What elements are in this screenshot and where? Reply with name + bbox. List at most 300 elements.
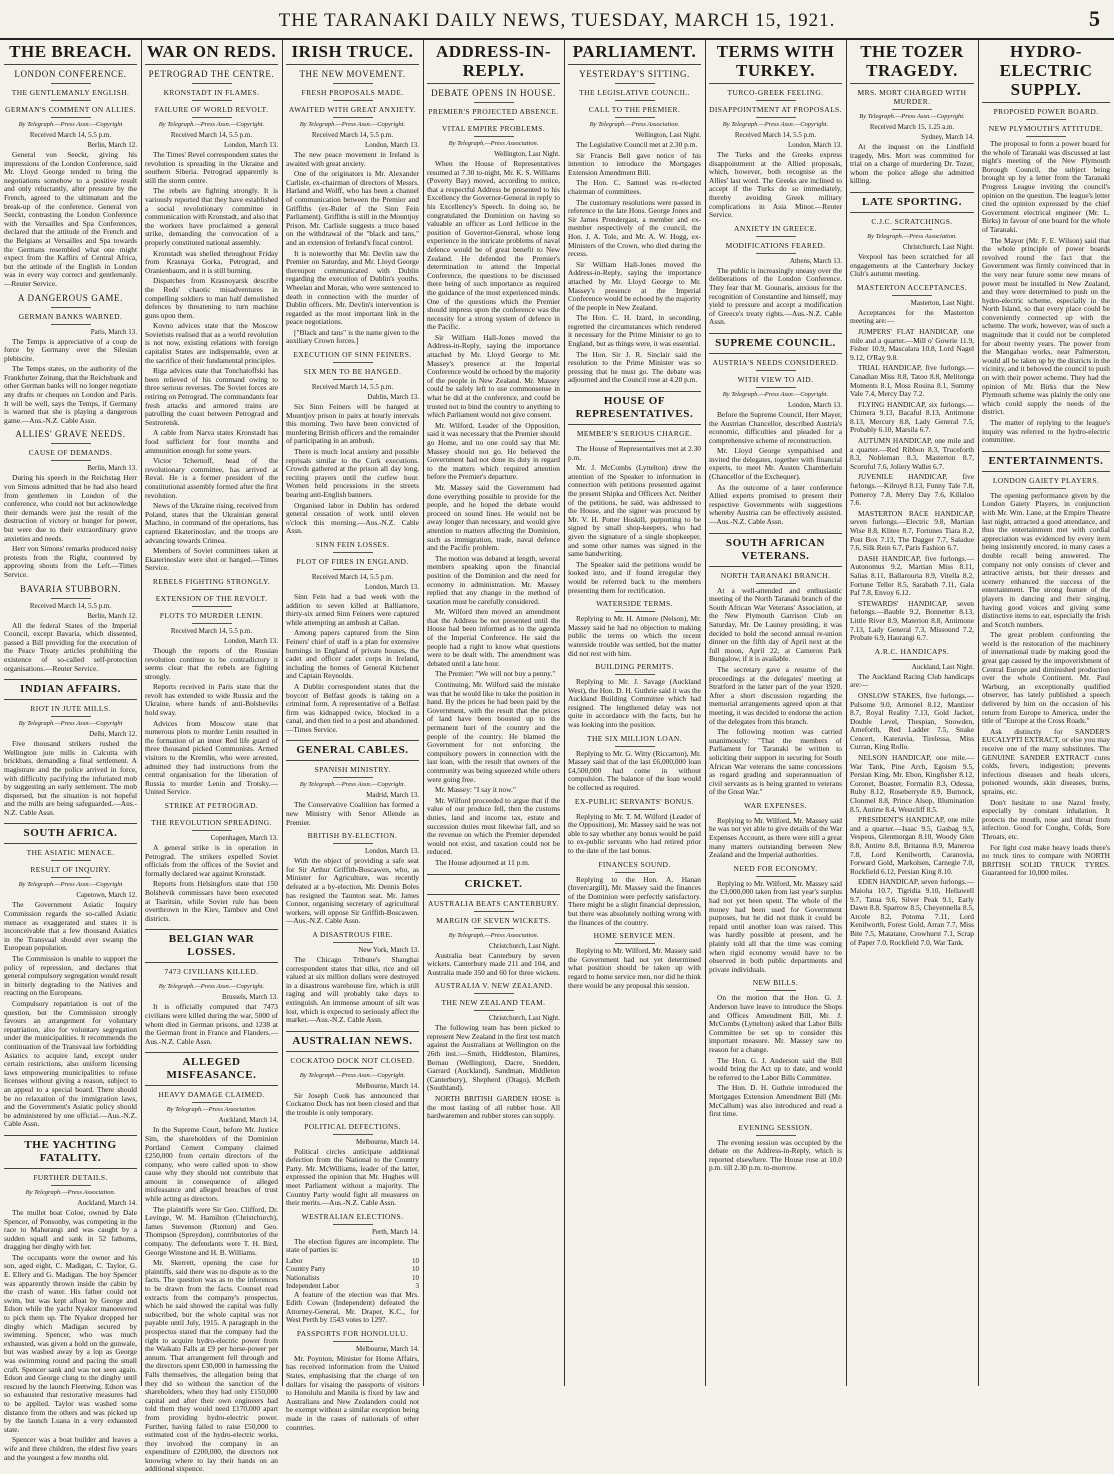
column-rule	[978, 40, 979, 1386]
subheadline: YESTERDAY'S SITTING.	[579, 69, 690, 79]
column-2	[145, 40, 279, 1474]
dateline: London, March 13.	[787, 400, 842, 409]
subheadline: LONDON CONFERENCE.	[14, 69, 127, 79]
subheading: POLITICAL DEFECTIONS.	[304, 1121, 401, 1131]
subheading: VITAL EMPIRE PROBLEMS.	[441, 124, 546, 133]
dateline: Auckland, March 14.	[218, 1116, 278, 1125]
byline: By Telegraph.—Press Assn.—Copyright.	[158, 983, 265, 991]
dateline: Auckland, March 14.	[77, 1198, 137, 1207]
paragraph: Replying to Mr. Wilford, Mr. Massey said he was not yet able to give details of the War Expenses Account, as there were still a great many matters outstanding between New Zealand and the Imperial authorities.	[709, 815, 842, 860]
paragraph: It is officially computed that 7473 civilians were killed during the war, 5000 of whom died in German prisons, and 1238 at the German front in France and Flanders.—Aus.-N.Z. Cable Assn.	[145, 1002, 278, 1046]
paragraph: The Commission is unable to support the policy of repression, and declares that general compulsory segregation would result in bitterly degrading to the Natives and reacting on the Europeans.	[4, 954, 137, 998]
subheading: STRIKE AT PETROGRAD.	[164, 801, 259, 810]
paragraph: The occupants were the owner and his son, aged eight, C. Madigan, C. Taylor, G. E. Ellery and G. Madigan. The boy Spencer was apparently thrown inside the cabin by the crash of water. His father could not swim, but was kept afloat by George and Edson while the yacht Nyakor manoeuvred to pick them up. The Nyakor dropped her dinghy which Madigan secured by swimming. Spencer, who was much exhausted, was given a hold on the gunwale, but was washed away by a lop as George was swimming round and pacing the small craft. Spencer sank and was not seen again. Edson and George clung to the dinghy until rescued by the launch Fleetwing. Edson was so exhausted that restorative measures had to be applied. Taylor was washed some distance from the others and was picked up by the launch Luana in a very exhausted state.	[4, 1252, 137, 1434]
section-headline: THE YACHTING FATALITY.	[4, 1135, 137, 1169]
divider	[1026, 488, 1066, 489]
subheading: DISAPPOINTMENT AT PROPOSALS.	[709, 105, 842, 114]
subheading: C.J.C. SCRATCHINGS.	[871, 216, 953, 226]
divider	[474, 928, 514, 929]
paragraph: Mr. Skerrett, opening the case for plaintiffs, said there was no dispute as to the facts. The question was as to the inferences to be drawn from the facts. Counsel read extracts from the company's prospectus, which he said showed the capital was fully subscribed, but the whole capital was not payable until July, 1915. A paragraph in the prospectus stated that the company had the right to acquire hydro-electric power from the Waikato Falls at £9 per horse-power per annum. That arrangement fell through and the directors spent £30,000 in harnessing the Falls themselves, the allegation being that they did so without the sanction of the shareholders, when they had only £150,000 capital and after their own engineers had told them they would need £170,000 apart from providing hydro-electric power. Further, having failed to raise £50,000 to estimated cost of the hydro-electric works, they involved the company in an expenditure of £200,000, the directors not knowing where to lay their hands on an additional sixpence.	[145, 1258, 278, 1474]
headline: HYDRO-ELECTRIC SUPPLY.	[982, 42, 1110, 103]
paragraph: The Temps is appreciative of a coup de force by Germany over the Silesian plebiscite.	[4, 336, 137, 363]
section-headline: AUSTRALIAN NEWS.	[286, 1031, 419, 1052]
paragraph: As the outcome of a later conference Allied experts promised to present their respective Governments with suggestions whereby Austria can be effectively assisted.—Aus.-N.Z. Cable Assn.	[709, 482, 842, 527]
divider	[192, 606, 232, 607]
dateline: London, March 13.	[787, 141, 842, 149]
dateline: London, March 13.	[223, 141, 278, 149]
paragraph: The evening session was occupied by the debate on the Address-in-Reply, which is reported elsewhere. The House rose at 10.0 p.m. till 2.30 p.m. to-morrow.	[709, 1137, 842, 1173]
result-label: Nationalists	[286, 1273, 320, 1282]
divider	[615, 100, 655, 101]
paragraph: The matter of replying to the league's inquiry was referred to the hydro-electric committee.	[982, 418, 1110, 445]
subheading: AUSTRALIA V. NEW ZEALAND.	[434, 981, 553, 991]
column-4	[427, 40, 560, 1386]
divider	[333, 100, 373, 101]
headline: THE TOZER TRAGEDY.	[850, 42, 974, 84]
column-7	[850, 40, 974, 1386]
paragraph: A Dublin correspondent states that the boycott of Belfast goods is taking on a criminal form. A representative of a Belfast firm was kidnapped twice, blocked in a canal, and then tied to a post and abandoned.—Times Service.	[286, 681, 419, 734]
subheading: MEMBER'S SERIOUS CHARGE.	[576, 429, 693, 439]
paragraph: For light cost make heavy loads there's no truck tires to compare with NORTH BRITISH SOLID TRUCK TYRES. Guaranteed for 10,000 miles.	[982, 842, 1110, 878]
dateline: Auckland, Last Night.	[911, 662, 974, 671]
subheading: HEAVY DAMAGE CLAIMED.	[158, 1090, 265, 1100]
subheading: EXTENSION OF THE REVOLT.	[155, 593, 268, 603]
divider	[51, 117, 91, 118]
paragraph: Sir William Hall-Jones moved the Address-in-Reply, saying the importance attached by Mr. Lloyd George to Mr. Massey's presence at the Imperial Conference would be echoed by the majority of the people in New Zealand.	[568, 259, 701, 312]
paragraph: Before the Supreme Council, Herr Mayer, the Austrian Chancellor, described Austria's economic, difficulties and pleaded for a comprehensive scheme of reconstruction.	[709, 409, 842, 445]
result-value: 3	[415, 1282, 419, 1291]
subheading: THE SIX MILLION LOAN.	[586, 733, 683, 743]
divider	[333, 1341, 373, 1342]
subheading: ANXIETY IN GREECE.	[734, 223, 817, 233]
subheading: GERMAN BANKS WARNED.	[18, 311, 123, 321]
divider	[333, 1068, 373, 1069]
subheading: PLOT OF FIRES IN ENGLAND.	[296, 556, 409, 566]
paragraph: The Hon. Sir J. R. Sinclair said the resolution to the Prime Minister was so pressing that he must go. The debate was adjourned and the Council rose at 4.20 p.m.	[568, 349, 701, 385]
paragraph: Six Sinn Feiners will be hanged at Mountjoy prison in pairs at hourly intervals this morning. Two have been convicted of murdering British officers and the remainder of participating in an ambush.	[286, 402, 419, 446]
subheading: THE GENTLEMANLY ENGLISH.	[11, 88, 130, 97]
subheading: A DISASTROUS FIRE.	[312, 930, 393, 939]
subheading: COCKATOO DOCK NOT CLOSED.	[290, 1055, 415, 1065]
paragraph: The Premier: "We will not buy a penny."	[435, 669, 556, 679]
subheading: RESULT OF INQUIRY.	[30, 865, 111, 875]
paragraph: Mr. Massey: "I say it now."	[435, 785, 516, 795]
section-headline: HOUSE OF REPRESENTATIVES.	[568, 391, 701, 425]
dateline: Melbourne, March 14.	[356, 1344, 419, 1353]
paragraph: The Hon. C. Samuel was re-elected chairman of committees.	[568, 178, 701, 196]
paragraph: Among papers captured from the Sinn Feiners' chief of staff is a plan for extensive burnings in England of private houses, the cadet and officer cadet corps in Ireland, including the homes of General Kitchener and Captain Reynolds.	[286, 628, 419, 681]
subheading: THE REVOLUTION SPREADING.	[151, 818, 272, 827]
dateline: Christchurch, Last Night.	[488, 941, 560, 950]
subheading: PREMIER'S PROJECTED ABSENCE.	[428, 107, 559, 116]
paragraph: Riga advices state that Tonchatoffski has been relieved of his command owing to three serious reverses. The Soviet forces are retiring on Petrograd. The commandants fear fresh attacks and armored trains are patrolling the coast between Petrograd and Sestroretsk.	[145, 366, 278, 427]
section-headline: CRICKET.	[427, 874, 560, 895]
dateline: London, March 13.	[223, 636, 278, 645]
divider	[756, 990, 796, 991]
paragraph: Reports from Helsingfors state that 150 Bolshevik commissars have been executed at Tsaritsin, while Soviet rule has been overthrown in the Kiev, Tambov and Orel districts.	[145, 879, 278, 923]
paragraph: The Conservative Coalition has formed a new Ministry with Senor Allende as Premier.	[286, 800, 419, 827]
subheadline: A DANGEROUS GAME.	[18, 292, 123, 303]
dateline: Wellington, Last Night.	[494, 150, 560, 158]
divider	[756, 583, 796, 584]
divider	[333, 362, 373, 363]
result-value: 10	[412, 1265, 419, 1274]
section-headline: SUPREME COUNCIL.	[709, 333, 842, 354]
subheading: REBELS FIGHTING STRONGLY.	[152, 576, 271, 586]
dateline: Delhi, March 12.	[89, 730, 137, 739]
divider	[615, 674, 655, 675]
subheading: THE ASIATIC MENACE.	[26, 848, 115, 858]
byline: By Telegraph.—Press Assn.—Copyright.	[722, 390, 829, 398]
paragraph: Don't hesitate to use Nazol freely, especially by constant inhalation. It protects the mouth, nose and throat from infection. Good for Coughs, Colds, Sore Throats, etc.	[982, 797, 1110, 841]
column-rule	[564, 40, 565, 1386]
paragraph: JUMPERS' FLAT HANDICAP, one mile and a quarter.—Mill o' Gowrie 11.9, Fisher 10.9, Mascalara 10.8, Lord Nagel 9.12, O'Ray 9.8.	[850, 326, 974, 362]
divider	[333, 1224, 373, 1225]
byline: By Telegraph.—Press Association.	[589, 121, 680, 128]
dateline: Dublin, March 13.	[367, 393, 419, 402]
subheading: KRONSTADT IN FLAMES.	[163, 88, 260, 97]
divider	[51, 307, 91, 308]
divider	[333, 569, 373, 570]
dateline: Berlin, March 13.	[87, 464, 137, 473]
divider	[615, 117, 655, 118]
divider	[756, 117, 796, 118]
paragraph: Replying to Mr. Wilford, Mr. Massey said the Government had not yet determined what position should be taken up with regard to home service men, nor did he think there would be any proposal this session.	[568, 946, 701, 990]
byline: By Telegraph.—Press Assn.—Copyright	[18, 121, 123, 128]
paragraph: Mr. Lloyd George sympathised and invited the delegates, together with financial experts, to meet Mr. Austen Chamberlain (Chancellor of the Exchequer).	[709, 446, 842, 482]
dateline: New York, March 13.	[358, 946, 419, 954]
byline: By Telegraph.—Press Assn.—Copyright	[18, 881, 123, 889]
divider	[192, 979, 232, 980]
paragraph: The following motion was carried unanimously: "That the members of Parliament for Taranaki be written to soliciting their support in securing for South African War veterans the same concessions as regard grading and superannuation of civil servants as is being granted to veterans of the Great War."	[709, 727, 842, 797]
paragraph: The opening performance given by the London Gaiety Players, in conjunction with Mr. Wm. Lane, at the Empire Theatre last night, attracted a good attendance, and thus the entertainment met with cordial appreciation was evidenced by every item being insistently encored, in many cases a double recall being answered. The company not only consists of clever and attractive artists, but their dresses and scenery enhanced the success of the entertainment. The strong feature of the players in dancing and their singing, having good voices and giving some distinctive items to ear, especially the Irish and Scotch numbers.	[982, 490, 1110, 629]
paragraph: Dispatches from Krasnoyarsk describe the Reds' chaotic misadventures in compelling soldiers to man half demolished defences by threatening to turn machine guns upon them.	[145, 276, 278, 320]
subheading: MODIFICATIONS FEARED.	[725, 240, 826, 250]
divider	[756, 387, 796, 388]
divider	[756, 253, 796, 254]
divider	[756, 236, 796, 237]
subheading: WAR EXPENSES.	[744, 800, 807, 810]
dateline: Wellington, Last Night.	[635, 131, 701, 139]
paragraph: Though the reports of the Russian revolution continue to be contradictory it seems clear that the rebels are fighting strongly.	[145, 645, 278, 681]
column-rule	[423, 40, 424, 1386]
subheading: MRS. MORT CHARGED WITH MURDER.	[857, 88, 967, 106]
divider	[192, 1102, 232, 1103]
paragraph: The Temps states, on the authority of the Frankfurter Zeitung, that the Reichsbank and other German banks will no longer negotiate any drafts or cheques on London and Paris. It will be well, says the Temps, if Germany is warned that she is playing a dangerous game.—Aus.-N.Z. Cable Assn.	[4, 364, 137, 425]
subheading: THE NEW ZEALAND TEAM.	[441, 998, 546, 1008]
byline: By Telegraph.—Press Association.	[867, 232, 957, 240]
paragraph: NELSON HANDICAP, one mile.—War Tank, Pine Arch, Egoism 9.5, Persian King, Mr. Ebon, Kingfisher 8.12, Coronet, Boaster, Formalin 8.3, Odessa, Ruby 8.12, Roseberryde 8.9, Burnock, Clonmel 8.8, Prince Alsop, Illumination 8.5, Antirte 8.4, Westcliff 8.5.	[850, 753, 974, 814]
paragraph: Mr. Poynton, Minister for Home Affairs, has received information from the United States, emphasising that the charge of ten dollars for visaing the passports of visitors to Honolulu and Manila is fixed by law and Australians and New Zealanders could not be exempt without a similar exception being made in the cases of nationals of other countries.	[286, 1353, 419, 1432]
headline: ADDRESS-IN-REPLY.	[427, 42, 560, 84]
paragraph: Acceptances for the Masterton meeting are:—	[850, 307, 974, 326]
page-number: 5	[1089, 6, 1100, 31]
divider	[333, 83, 373, 84]
paragraph: Sinn Fein had a bad week with the addition to seven killed at Balliamore, thirty-six armed Sinn Feiners were captured while attempting an ambush at Callan.	[286, 591, 419, 627]
paragraph: On the motion that the Hon. G. J. Anderson have leave to introduce the Shops and Offices Amendment Bill, Mr. J. McCombs (Lyttelton) asked that Labor Bills Committee be set up to consider this important measure. Mr. Massey saw no reason for a change.	[709, 993, 842, 1054]
paragraph: Australia beat Canterbury by seven wickets. Canterbury made 211 and 104, and Australia made 350 and 60 for three wickets.	[427, 950, 560, 977]
paragraph: The great problem confronting the world is the restoration of the machinery of international trade by making good the great gap caused by the impoverishment of Central Europe and diminished production over the whole Continent. Mr. Paul Warburg, an exceptionally qualified observer, has lately published a speech delivered by him on the occasion of his return from Europe to America, under the title of "Europe at the Cross Roads."	[982, 630, 1110, 726]
divider	[51, 443, 91, 444]
paragraph: Five thousand strikers rushed the Wellington jute mills in Calcutta with brickbats, demanding a final settlement. A magistrate and the police arrived in force, with difficulty pacifying the infuriated mob by suggesting an early settlement. The mob dispersed, but the situation is not hopeful and the mills are being safeguarded.—Aus.-N.Z. Cable Assn.	[4, 739, 137, 817]
paragraph: The mullet boat Coloe, owned by Dale Spencer, of Ponsonby, was competing in the race to Mahurangi and was caught by a sudden squall and sank in 52 fathoms, dragging her dinghy with her.	[4, 1207, 137, 1252]
paragraph: JUVENILE HANDICAP, five furlongs.—Kilroyd 8.13, Funny Tale 7.8, Pomeroy 7.8, Merry Day 7.6, Killaloo 7.6.	[850, 472, 974, 508]
paragraph: A cable from Narva states Kronstadt has food sufficient for four months and ammunition enough for some years.	[145, 428, 278, 455]
dateline: Melbourne, March 14.	[356, 1137, 419, 1146]
paragraph: All the federal States of the Imperial Council, except Bavaria, which dissented, passed a Bill providing for the execution of the Peace Treaty articles prohibiting the existence of so-called self-protection organisations.—Reuter Service.	[4, 620, 137, 673]
divider	[333, 777, 373, 778]
byline: By Telegraph.—Press Assn.—Copyright.	[859, 113, 965, 120]
divider	[615, 809, 655, 810]
dateline: London, March 13.	[364, 847, 419, 856]
divider	[51, 1185, 91, 1186]
paragraph: NORTH BRITISH GARDEN HOSE is the most lasting of all rubber hose. All hardwaremen and rubber stores can supply.	[427, 1094, 560, 1121]
paragraph: With the object of providing a safe seat for Sir Arthur Griffith-Boscawen, who, as Minister for Agriculture, was recently defeated at a by-election, Mr. Dennis Boles has resigned the Taunton seat. Mr. James Connor, organising secretary of agricultural workers, will oppose Sir Griffith-Boscawen.—Aus.-N.Z. Cable Assn.	[286, 856, 419, 926]
subheading: AUSTRIA'S NEEDS CONSIDERED.	[712, 357, 839, 367]
paragraph: Replying to Mr. J. Savage (Auckland West), the Hon. D. H. Guthrie said it was the Auckland Building Committee which had resigned. The lengthened delay was not quite in accordance with the facts, but he was looking into the position.	[568, 677, 701, 730]
divider	[51, 860, 91, 861]
newspaper-title: THE TARANAKI DAILY NEWS, TUESDAY, MARCH 15, 1921.	[278, 10, 836, 31]
divider	[192, 623, 232, 624]
masthead	[0, 0, 1114, 40]
subheading: FURTHER DETAILS.	[33, 1172, 108, 1182]
result-label: Country Party	[286, 1265, 326, 1274]
paragraph: MASTERTON RACE HANDICAP, seven furlongs.—Electric 9.8, Martian Wise 8.8, Klitee 8.7, Fortunes Tiara 8.2, Post Box 7.13, The Dagger 7.7, Saladue 7.6, Silk Rein 6.7, Paris Fashion 6.7.	[850, 508, 974, 553]
headline: TERMS WITH TURKEY.	[709, 42, 842, 84]
byline: By Telegraph.—Press Association.	[25, 1188, 116, 1196]
paragraph: ONSLOW STAKES, five furlongs.—Pulsome 9.0, Armonel 8.12, Mantizer 8.7, Royal Reality 7.13, Gold Jacket, Double Level, Thespian, Snowden, Arneforth, Red Ladder 7.5, Snake Cencert, Kateravia, Tirelessa, Miss Curran, King Rollo.	[850, 690, 974, 752]
divider	[192, 813, 232, 814]
subheading: LONDON GAIETY PLAYERS.	[992, 475, 1100, 485]
paragraph: Mr. Wilford then moved an amendment that the Address be not presented until the House had been informed as to the agenda of the Imperial Conference. He said the people had a right to know what questions were to be dealt with. The amendment was debated until a late hour.	[427, 607, 560, 668]
byline: By Telegraph.—Press Assn.—Copyright.	[299, 121, 406, 128]
paragraph: The customary resolutions were passed in reference to the late Hons. George Jones and Sir James Prendergast, a member and ex-member respectively of the council, the Hon. J. A. Tole, and Mr. A. W. Hogg, ex-Ministers of the Crown, who died during the recess.	[568, 197, 701, 259]
paragraph: The motion was debated at length, several members speaking upon the financial position of the Dominion and the need for economy in administration. Mr. Massey replied that any change in the method of taxation must be carefully considered.	[427, 553, 560, 606]
paragraph: Vexpool has been scratched for all engagements at the Canterbury Jockey Club's autumn meeting.	[850, 251, 974, 279]
divider	[474, 911, 514, 912]
subheading: FAILURE OF WORLD REVOLT.	[154, 105, 269, 114]
paragraph: The House adjourned at 11 p.m.	[435, 857, 530, 867]
paragraph: Sir Francis Bell gave notice of his intention to introduce the Mortgages Extension Amendment Bill.	[568, 150, 701, 177]
result-row	[286, 1257, 419, 1265]
subheading: BUILDING PERMITS.	[595, 662, 674, 672]
subheadline: BAVARIA STUBBORN.	[20, 583, 121, 594]
section-headline: SOUTH AFRICAN VETERANS.	[709, 533, 842, 567]
paragraph: One of the originators is Mr. Alexander Carlisle, ex-chairman of directors of Messrs. Harland and Wolff, who has been a channel of communication between the Premier and Griffiths (ex-Ruler of the Sinn Fein Parliament). Griffiths is still in the Mountjoy Prison. Mr. Carlisle suggests a truce based on the withdrawal of the "black and tans," and an extension of Ireland's fiscal control.	[286, 169, 419, 247]
paragraph: The House of Representatives met at 2.30 p.m.	[568, 444, 701, 462]
divider	[1026, 136, 1066, 137]
paragraph: Spencer was a boat builder and leaves a wife and three children, the eldest five years and the youngest a few months old.	[4, 1435, 137, 1462]
subheading: TURCO-GREEK FEELING.	[727, 88, 824, 97]
paragraph: Victor Tchernoff, head of the revolutionary committee, has arrived at Reval. He is a former president of the constitutional assembly formed after the first revolution.	[145, 456, 278, 500]
dateline: Copenhagen, March 13.	[210, 834, 278, 842]
divider	[756, 1135, 796, 1136]
paragraph: Sir Joseph Cook has announced that Cockatoo Dock has not been closed and that the trouble is only temporary.	[286, 1090, 419, 1117]
paragraph: The Legislative Council met at 2.30 p.m.	[576, 140, 698, 149]
divider	[756, 876, 796, 877]
paragraph: The Mayor (Mr. F. E. Wilson) said that the whole principle of power boards revolved round the fact that the Government was firmly convinced that in the very near future some new means of power must be installed in New Zealand, and they were determined to push on the hydro-electric scheme, especially in the North Island, so that every place could be conveniently connected up with the scheme. The work, however, was of such a magnitude that it could not be completed for about twenty years. The power from the Mangahao works, near Palmerston, would all be taken up by the districts in the vicinity, and it behoved the council to push on with their power scheme. They had the opinion of Mr. Birks that the New Plymouth scheme was plainly the only one which could supply the needs of the district.	[982, 235, 1110, 417]
paragraph: The election figures are incomplete. The state of parties is:	[286, 1236, 419, 1255]
column-rule	[282, 40, 283, 1386]
divider	[192, 589, 232, 590]
received-line: Received March 14, 5.5 p.m.	[311, 572, 394, 581]
divider	[333, 942, 373, 943]
paragraph: The following team has been picked to represent New Zealand in the first test match against the Australians at Wellington on the 26th inst.:—Smith, Hiddleston, Blamires, Bernau (Wellington), Dacre, Snedden, Garrard (Auckland), Sandman, Middleton (Canterbury), Shepherd (Otago), McBeth (Southland).	[427, 1023, 560, 1093]
divider	[192, 100, 232, 101]
byline: By Telegraph.—Press Assn.—Copyright.	[722, 121, 829, 128]
paragraph: The Hon. D. H. Guthrie introduced the Mortgages Extension Amendment Bill (Mr. McCallum) was also introduced and read a first time.	[709, 1083, 842, 1119]
subheading: SIX MEN TO BE HANGED.	[303, 367, 402, 377]
divider	[192, 117, 232, 118]
headline: PARLIAMENT.	[568, 42, 701, 65]
paragraph: The Government Asiatic Inquiry Commission regards the so-called Asiatic menace as exaggerated and states it is inconceivable that a few thousand Asiatics in the Transvaal should ever swamp the European population.	[4, 900, 137, 953]
subheading: A.R.C. HANDICAPS.	[874, 646, 950, 656]
paragraph: Mr. Wilford, Leader of the Opposition, said it was necessary that the Premier should go Home, and no one could say that Mr. Massey should not go. He believed the Government had not done its duty in regard to the matters which required attention before the Premier's departure.	[427, 420, 560, 482]
subheadline: DEBATE OPENS IN HOUSE.	[431, 88, 556, 98]
byline: By Telegraph.—Press Assn.—Copyright.	[299, 1071, 406, 1079]
column-1	[4, 40, 137, 1462]
received-line: Received March 14, 5.5 p.m.	[29, 601, 112, 610]
section-headline: INDIAN AFFAIRS.	[4, 679, 137, 700]
divider	[333, 552, 373, 553]
divider	[756, 813, 796, 814]
subheading: NEED FOR ECONOMY.	[733, 863, 818, 873]
paragraph: The Turks and the Greeks express disappointment at the Allied proposals, which, however, both recognise as the Allies' last word. The Greeks are inclined to accept if the Turks do so immediately, thereby avoiding Greek military complications in Asia Minor.—Reuter Service.	[709, 150, 842, 220]
section-headline: SOUTH AFRICA.	[4, 823, 137, 844]
divider	[615, 943, 655, 944]
paragraph: The Chicago Tribune's Shanghai correspondent states that silks, rice and oil valued at six million dollars were destroyed in a disastrous warehouse fire, which is still raging and will probably take days to extinguish. An immense amount of silt was lost, which is expected to seriously affect the market.—Aus.-N.Z. Cable Assn.	[286, 955, 419, 1025]
received-line: Received March 14, 5.5 p.m.	[170, 131, 253, 139]
paragraph: STEWARDS' HANDICAP, seven furlongs.—Bauble 9.2, Bonnetter 8.13, Little River 8.9, Materion 8.8, Antimone 7.13, Lady General 7.3, Missound 7.2, Probate 6.9, Haurangi 6.7.	[850, 598, 974, 643]
divider	[1026, 119, 1066, 120]
dateline: Berlin, March 12.	[87, 611, 137, 620]
paragraph: The rebels are fighting strongly. It is variously reported that they have established a social revolutionary committee in communication with Kronstadt, and also that the workers have proclaimed a general strike, demanding the convocation of a properly constituted national assembly.	[145, 186, 279, 247]
dateline: Berlin, March 12.	[87, 141, 137, 149]
paragraph: Kronstadt was shelled throughout Friday from Krasnaya Gorka, Petrograd, and Oranienbaum, and it is still burning.	[145, 248, 278, 275]
paragraph: Replying to Mr. H. Atmore (Nelson), Mr. Massey said he had no objection to making public the terms on which the recent waterside trouble was settled, but the matter did not rest with him.	[568, 614, 701, 658]
section-headline: BELGIAN WAR LOSSES.	[145, 929, 278, 963]
paragraph: General von Seeckt, giving his impressions of the London Conference, said Mr. Lloyd George tended to bring the negotiations somehow to a positive result and only reluctantly, after pressure by the French, agreed to the ultimatum and the break-up of the conference. General von Seeckt, contrasting the London Conference with the Versailles and Spa Conferences, declared that the attitude of the French and the Belgians at Versailles and Spa towards the Germans resembled what one might expect from the Kaffirs of Central Africa, but the attitude of the English in London was in every way correct and gentlemanly.—Reuter Service.	[4, 150, 137, 288]
divider	[474, 1010, 514, 1011]
byline: By Telegraph.—Press Association.	[166, 1106, 257, 1114]
paragraph: DASH HANDICAP, five furlongs.—Autonomus 9.2, Martian Miss 8.11, Salias 8.11, Ballarouria 8.9, Vitella 8.2, Fortune Teller 8.5, Sarabath 7.11, Gala Paf 7.8, Envoy 6.12.	[850, 553, 974, 598]
subheading: EXECUTION OF SINN FEINERS.	[293, 350, 412, 360]
column-rule	[141, 40, 142, 1386]
dateline: Athens, March 13.	[789, 256, 842, 265]
headline: THE BREACH.	[4, 42, 137, 65]
subheading: SINN FEIN LOSSES.	[315, 539, 390, 549]
result-value: 10	[412, 1273, 419, 1282]
paragraph: Mr. Wilford proceeded to argue that if the value of our produce fell, then the customs duties, land and income tax, estate and succession duties must likewise fall, and so the revenue on which the Premier depended would not exist, and taxation could not be reduced.	[427, 795, 560, 857]
paragraph: Organised labor in Dublin has ordered general cessation of work until eleven o'clock this morning.—Aus.-N.Z. Cable Assn.	[286, 500, 419, 536]
paragraph: A feature of the election was that Mrs. Edith Cowan (Independent) defeated the Attorney-General, Mr. Draper, K.C., for West Perth by 1543 votes to 1297.	[286, 1289, 419, 1325]
divider	[333, 117, 373, 118]
paragraph: FLYING HANDICAP, six furlongs.—Chimera 9.13, Bacaful 8.13, Antimone 8.13, Mercury 8.8, Lady General 7.5, Probably 6.10, Marsila 6.7.	[850, 399, 974, 435]
subheading: FINANCES SOUND.	[598, 859, 671, 869]
paragraph: Herr von Simons' remarks produced noisy protests from the Right, countered by approving shouts from the Left.—Times Service.	[4, 544, 137, 579]
divider	[756, 100, 796, 101]
paragraph: Mr. Massey said the Government had done everything possible to provide for the people, and he hoped the debate would proceed on sound lines. He would not be away longer than necessary, and would give attention to matters affecting the Dominion, such as immigration, trade, naval defence and the Pacific problem.	[427, 482, 560, 553]
paragraph: Advices from Moscow state that numerous plots to murder Lenin resulted in the formation of an inner Red life guard of three thousand picked Communists. Armed visitors to the Kremlin, who were arrested, admitted they had instructions from the central organisation for the liberation of Russia to murder Lenin and Trotsky.—United Service.	[145, 718, 278, 797]
dateline: Madrid, March 13.	[366, 791, 419, 800]
divider	[51, 716, 91, 717]
subheading: AWAITED WITH GREAT ANXIETY.	[288, 105, 417, 114]
paragraph: AUTUMN HANDICAP, one mile and a quarter.—Red Ribbon 8.3, Truceforth 8.3, Nobleman 8.3, Masterton 8.7, Scornful 7.6, Joliery Wallet 6.7.	[850, 436, 974, 471]
result-row	[286, 1265, 419, 1273]
column-5	[568, 40, 701, 1386]
divider	[333, 379, 373, 380]
paragraph: Replying to Mr. T. M. Wilford (Leader of the Opposition), Mr. Massey said he was not able to say whether any bonus would be paid to ex-public servants who had retired prior to the date of the last bonus.	[568, 811, 701, 855]
section-headline: ALLEGED MISFEASANCE.	[145, 1052, 278, 1086]
subheading: CALL TO THE PREMIER.	[588, 105, 681, 114]
paragraph: News of the Ukraine rising, received from Poland, states that the Ukrainian general Machno, in command of the operations, has captured Ekaterinoslav, and the troops are advancing towards Crimea.	[145, 501, 278, 545]
dateline: Perth, March 14.	[371, 1227, 419, 1236]
divider	[615, 872, 655, 873]
result-row	[286, 1274, 419, 1282]
byline: By Telegraph.—Press Assn.—Copyright	[18, 720, 123, 728]
received-line: Received March 14, 5.5 p.m.	[170, 626, 253, 635]
divider	[192, 83, 232, 84]
paragraph: Replying to the Hon. A. Hanan (Invercargill), Mr. Massey said the finances of the Dominion were perfectly satisfactory. There might be a slight financial depression, but there was absolutely nothing wrong with the finances of the country.	[568, 874, 701, 927]
divider	[51, 83, 91, 84]
subheading: WATERSIDE TERMS.	[596, 599, 673, 609]
paragraph: The Times' Revel correspondent states the revolution is spreading in the Ukraine and southern Siberia. Petrograd apparently is still the storm centre.	[145, 150, 278, 185]
divider	[615, 746, 655, 747]
subheading: MASTERTON ACCEPTANCES.	[856, 282, 968, 292]
divider	[51, 324, 91, 325]
subheading: CAUSE OF DEMANDS.	[28, 448, 113, 458]
subheading: NEW BILLS.	[752, 978, 799, 988]
subheading: WITH VIEW TO AID.	[737, 374, 814, 384]
column-rule	[846, 40, 847, 1386]
byline: By Telegraph.—Press Association.	[448, 931, 539, 939]
paragraph: Replying to Mr. Wilford, Mr. Massey said the £3,000,000 taken from last year's surplus had not yet been spent. The whole of the money had been used for Government purposes, but he did not think it could be repaid until another loan was raised. This was hardly possible at present, and he plainly told all that the time was coming when rigid economy would have to be observed in both public departments and private individuals.	[709, 878, 842, 974]
received-line: Received March 15, 1.25 a.m.	[869, 123, 955, 131]
subheading: WESTRALIAN ELECTIONS.	[301, 1211, 404, 1221]
divider	[192, 830, 232, 831]
divider	[615, 611, 655, 612]
subheading: FRESH PROPOSALS MADE.	[301, 88, 404, 97]
column-8	[982, 40, 1110, 1386]
subheading: HOME SERVICE MEN.	[593, 931, 676, 941]
divider	[756, 370, 796, 371]
divider	[51, 100, 91, 101]
divider	[51, 877, 91, 878]
paragraph: Mr. J. McCombs (Lyttelton) drew the attention of the Speaker to information in connection with petitions presented against the present Shipka and Officers Act. Neither of the petitions, he said, was addressed to the House, and the signer was procured by Mr. V. H. Potter Hoskill, purporting to be signed by small shop-keepers, who had given the signature of a single shopkeeper, and some other names was signed in the same handwriting.	[568, 463, 701, 559]
paragraph: Continuing, Mr. Wilford said the mistake was that he would like to take the position in hand. By the prices he had been paid by the Government, with the result that the prices of land have been boosted up to the permanent hurt of the country and the people of the country. He blamed the Government for not enforcing the compulsory powers in connection with the last loan, with the result that owners of the community was being squeezed while others were going free.	[427, 680, 560, 784]
paragraph: The Speaker said the petitions would be looked into, and if found irregular they would be referred back to the members presenting them for rectification.	[568, 559, 701, 595]
paragraph: Replying to Mr. G. Witty (Riccarton), Mr. Massey said that of the last £6,000,000 loan £4,500,000 had come in without compulsion. The balance of the loan would be collected as required.	[568, 748, 701, 793]
subheading: EVENING SESSION.	[738, 1122, 813, 1132]
paragraph: Ask distinctly for SANDER'S EUCALYPTI EXTRACT, or else you may receive one of the many substitutes. The GENUINE SANDER EXTRACT cures colds, fevers, indigestion; prevents infectious diseases and heals ulcers, poisoned wounds, skin diseases, burns, sprains, etc.	[982, 726, 1110, 796]
dateline: London, March 13.	[364, 582, 419, 591]
byline: By Telegraph.—Press Association.	[448, 140, 539, 147]
section-headline: GENERAL CABLES.	[286, 740, 419, 761]
column-6	[709, 40, 842, 1386]
subheading: PLOTS TO MURDER LENIN.	[159, 610, 264, 620]
paragraph: Compulsory repatriation is out of the question, but the Commission strongly favours an arrangement for voluntary repatriation, also for voluntary segregation under the municipalities. It recommends the continuation of the Transvaal law forbidding Asiatics to acquire land, except under certain restrictions, also uniform licensing laws empowering municipalities to refuse licenses without giving a reason, subject to an appeal to a special board. There should be no relaxation of the immigration laws, and the Government's Asiatic policy should be administered by one official.—Aus.-N.Z. Cable Assn.	[4, 999, 137, 1129]
column-3	[286, 40, 419, 1432]
subheading: MARGIN OF SEVEN WICKETS.	[436, 915, 551, 925]
paragraph: At a well-attended and enthusiastic meeting of the North Taranaki branch of the South African War Veterans' Association, at the New Plymouth Garrison Club on Saturday, Mr. De Launey presiding, it was decided to hold the second annual re-union dinner on the fifth day of April next at the full moon, April 22, at Cameron Park Bungalow, if it is available.	[709, 585, 842, 664]
divider	[892, 659, 932, 660]
section-headline: ENTERTAINMENTS.	[982, 451, 1110, 472]
divider	[892, 295, 932, 296]
subheadline: ALLIES' GRAVE NEEDS.	[15, 429, 126, 440]
paragraph: The secretary gave a resume of the proceedings at the delegates' meeting at Stratford in the latter part of the year 1920. After a short discussion regarding the memorial arrangements agreed upon at that meeting, it was decided to endorse the action of the delegates from this branch.	[709, 664, 842, 726]
paragraph: Sir William Hall-Jones moved the Address-in-Reply, saying the importance attached by Mr. Lloyd George to Mr. Massey's presence at the Imperial Conference would be echoed by the majority of the people in New Zealand. Mr. Massey could be safely left to use commonsense in what he did at the conference, and could be trusted not to bind the country to anything to which Parliament would not give consent.	[427, 332, 560, 420]
subheading: EX-PUBLIC SERVANTS' BONUS.	[574, 796, 695, 806]
